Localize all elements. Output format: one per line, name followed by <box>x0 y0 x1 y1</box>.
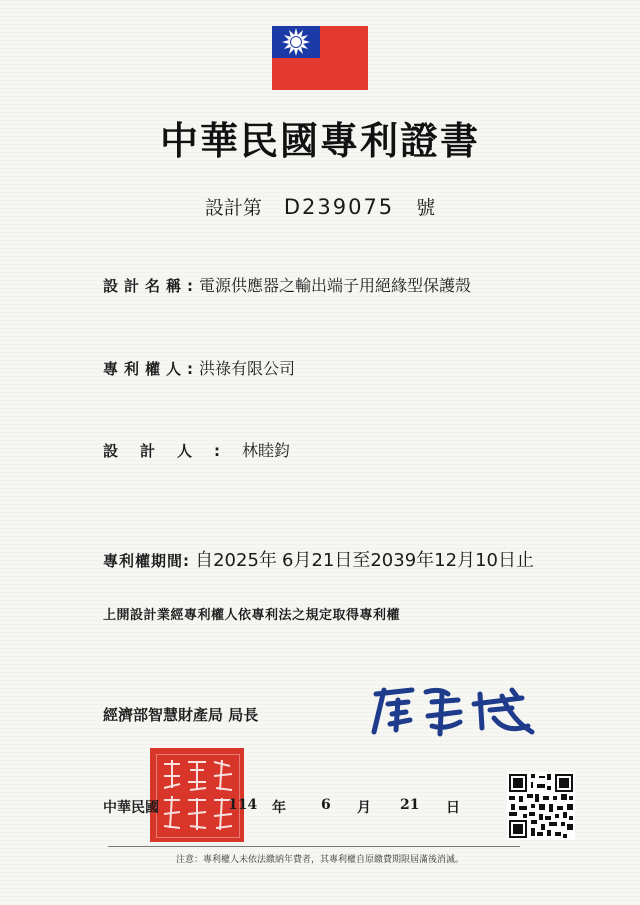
issue-day: 21 <box>400 797 420 813</box>
qr-code-icon <box>507 772 575 840</box>
issue-month-unit: 月 <box>357 800 371 816</box>
patentee-row <box>103 356 295 379</box>
term-month-unit: 月 <box>293 550 312 571</box>
term-year-unit: 年 <box>258 550 277 571</box>
roc-flag-icon <box>272 26 368 90</box>
patentee-label: 專利權人: <box>103 360 199 378</box>
term-from: 自 <box>195 550 214 571</box>
white-sun-icon <box>281 27 311 57</box>
patent-term-label: 專利權期間: <box>103 552 190 570</box>
designer-value: 林睦鈞 <box>242 441 291 460</box>
certificate-title: 中華民國專利證書 <box>159 118 480 163</box>
term-month-unit-2: 月 <box>457 550 476 571</box>
design-name-value: 電源供應器之輸出端子用絕緣型保護殼 <box>199 276 472 295</box>
patent-number: D239075 <box>283 195 395 219</box>
term-start-year: 2025 <box>213 550 259 571</box>
term-end: 日止 <box>497 550 534 571</box>
issue-year-unit: 年 <box>272 800 286 816</box>
issue-day-unit: 日 <box>446 800 460 816</box>
issue-month: 6 <box>321 797 331 813</box>
term-end-day: 10 <box>475 550 498 571</box>
term-end-year: 2039 <box>370 550 417 571</box>
footer-divider <box>108 846 520 847</box>
seal-pattern-icon <box>150 748 244 842</box>
designer-row <box>103 438 290 461</box>
patent-number-line <box>0 193 640 220</box>
design-name-label: 設計名稱: <box>103 277 199 295</box>
footer-note: 注意：專利權人未依法繳納年費者，其專利權自原繳費期限屆滿後消滅。 <box>175 855 464 865</box>
official-seal-icon <box>150 748 244 842</box>
patent-number-prefix: 設計第 <box>204 197 262 219</box>
term-year-unit-2: 年 <box>416 550 435 571</box>
designer-label: 設計人: <box>103 442 242 460</box>
director-signature-icon <box>362 680 542 740</box>
issuing-authority: 經濟部智慧財產局 局長 <box>103 706 259 724</box>
patent-number-suffix: 號 <box>416 197 436 219</box>
issue-year: 114 <box>228 797 258 813</box>
term-end-month: 12 <box>434 550 458 571</box>
term-start-day: 21 <box>311 550 335 571</box>
grant-statement: 上開設計業經專利權人依專利法之規定取得專利權 <box>103 608 401 623</box>
design-name-row <box>103 273 471 296</box>
issue-era: 中華民國 <box>103 800 159 816</box>
term-start-month: 6 <box>282 550 294 571</box>
patent-term-row <box>103 546 534 572</box>
term-to: 日至 <box>334 550 371 571</box>
patentee-value: 洪祿有限公司 <box>199 359 296 378</box>
